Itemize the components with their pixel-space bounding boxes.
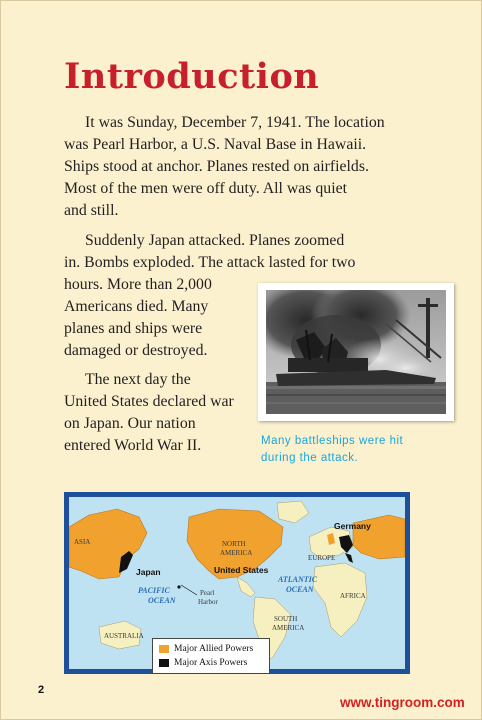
map-label-north-america: AMERICA [220,549,253,557]
map-label-pearl-harbor: Pearl [200,589,215,597]
watermark: www.tingroom.com [340,695,465,710]
photo-caption-line: during the attack. [261,452,359,464]
legend-item-axis [159,657,247,669]
map-label-asia: ASIA [74,538,91,546]
map-label-north-america: NORTH [222,540,246,548]
paragraph-3-line: on Japan. Our nation [64,415,196,432]
paragraph-1-line: Most of the men were off duty. All was quiet [64,180,347,197]
legend-swatch-axis [159,659,169,667]
map-label-united-states: United States [214,565,269,575]
map-label-pacific-ocean: PACIFIC [138,586,170,595]
paragraph-3-line: The next day the [85,371,191,388]
map-label-atlantic-ocean: ATLANTIC [278,575,318,584]
legend-label-axis: Major Axis Powers [174,658,248,668]
map-legend [152,638,270,674]
paragraph-2-line: Americans died. Many [64,298,209,315]
paragraph-1-line: Ships stood at anchor. Planes rested on airfields. [64,158,369,175]
photo-caption-line: Many battleships were hit [261,435,404,447]
paragraph-2-line: damaged or destroyed. [64,342,208,359]
map-label-africa: AFRICA [340,592,366,600]
paragraph-1-line: and still. [64,202,119,219]
map-label-germany: Germany [334,521,371,531]
paragraph-1-line: was Pearl Harbor, a U.S. Naval Base in Hawaii. [64,136,367,153]
page-number: 2 [38,684,45,696]
paragraph-2-line: planes and ships were [64,320,203,337]
map-label-south-america: SOUTH [274,615,298,623]
paragraph-2-line: Suddenly Japan attacked. Planes zoomed [85,232,345,249]
paragraph-2-line: hours. More than 2,000 [64,276,212,293]
legend-swatch-allied [159,645,169,653]
legend-label-allied: Major Allied Powers [174,644,254,654]
paragraph-1-line: It was Sunday, December 7, 1941. The location [85,114,385,131]
map-label-pearl-harbor: Harbor [198,598,218,606]
legend-item-allied [159,643,253,655]
map-label-japan: Japan [136,567,161,577]
battleship-photo [258,283,454,421]
page-title: Introduction [64,56,320,97]
paragraph-2-line: in. Bombs exploded. The attack lasted for two [64,254,356,271]
map-label-pacific-ocean: OCEAN [148,596,176,605]
burning-battleship-image [266,290,446,414]
paragraph-3-line: United States declared war [64,393,234,410]
map-label-australia: AUSTRALIA [104,632,144,640]
paragraph-3-line: entered World War II. [64,437,202,454]
map-label-south-america: AMERICA [272,624,305,632]
map-label-europe: EUROPE [308,554,336,562]
map-label-atlantic-ocean: OCEAN [286,585,314,594]
